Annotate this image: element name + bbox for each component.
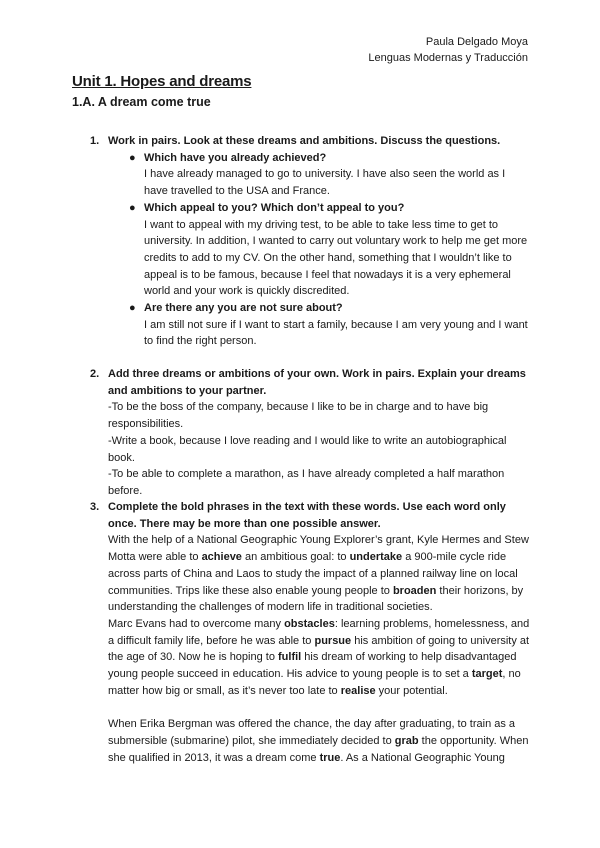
text-run: . As a National Geographic Young: [340, 751, 505, 764]
bold-word: true: [319, 751, 341, 764]
text-run: : learning problems, homelessness, and a difficult family life, before he was able to: [108, 617, 530, 647]
text-run: an ambitious goal: to: [241, 551, 350, 564]
question-1: [90, 133, 530, 350]
bold-word: realise: [340, 684, 376, 697]
bullet-icon: ●: [129, 302, 136, 315]
text-run: their horizons, by understanding the challenges of modern life in traditional societies.: [108, 584, 524, 614]
list-item: [126, 200, 530, 300]
bold-word: fulfil: [278, 651, 302, 664]
text-run: With the help of a National Geographic Young Explorer’s grant, Kyle Hermes and Stew Motta were able to: [108, 534, 529, 564]
text-paragraph: [108, 616, 530, 700]
question-number: 3.: [90, 501, 100, 513]
bold-word: undertake: [349, 551, 403, 564]
question-number: 2.: [90, 368, 100, 380]
answer-text: I want to appeal with my driving test, to be able to take less time to get to university. In addition, I wanted to carry out voluntary work to help me get more credits to add to my CV. On the other hand, something that I wouldn’t like to appeal is to be famous, because I feel that nowadays it is a very ephemeral world and your work is quickly discredited.: [144, 218, 528, 298]
bullet-icon: ●: [129, 151, 136, 164]
answer-text: I am still not sure if I want to start a family, because I am very young and I want to find the right person.: [144, 318, 528, 348]
text-run: When Erika Bergman was offered the chance, the day after graduating, to train as a submersible (submarine) pilot, she immediately decided to: [108, 718, 516, 747]
question-prompt: Add three dreams or ambitions of your own. Work in pairs. Explain your dreams and ambitions to your partner.: [108, 368, 526, 397]
answer-line: -To be the boss of the company, because I like to be in charge and to have big responsibilities.: [108, 401, 489, 431]
text-run: a 900-mile cycle ride across parts of China and Laos to study the impact of a planned railway line on local communities. Trips like these also enable young people to: [108, 551, 518, 597]
text-run: his ambition of going to university at the age of 30. Now he is hoping to: [108, 634, 530, 664]
question-prompt: Work in pairs. Look at these dreams and ambitions. Discuss the questions.: [108, 135, 501, 147]
unit-title: Unit 1. Hopes and dreams: [72, 73, 252, 90]
text-run: your potential.: [375, 684, 448, 697]
answer-line: -To be able to complete a marathon, as I have already completed a half marathon before.: [108, 468, 505, 497]
sub-question: Which have you already achieved?: [144, 151, 327, 164]
list-item: [126, 300, 530, 350]
text-run: Marc Evans had to overcome many: [108, 617, 285, 630]
question-3: [90, 499, 530, 766]
text-run: , no matter how big or small, as it’s never too late to: [108, 668, 521, 697]
list-item: [126, 150, 530, 200]
section-title: 1.A. A dream come true: [72, 95, 211, 109]
bold-word: grab: [394, 734, 419, 747]
sub-question: Are there any you are not sure about?: [144, 302, 343, 315]
bullet-list: [108, 150, 530, 350]
answer-line: -Write a book, because I love reading and I would like to write an autobiographical book.: [108, 434, 507, 464]
text-run: the opportunity. When she qualified in 2013, it was a dream come: [108, 734, 529, 764]
author-name: Paula Delgado Moya: [425, 36, 528, 48]
question-number: 1.: [90, 135, 100, 147]
text-paragraph: [108, 532, 530, 616]
bold-word: target: [471, 668, 503, 681]
text-run: his dream of working to help disadvantaged young people succeed in education. His advice to young people is to set a: [108, 651, 517, 681]
answer-text: I have already managed to go to university. I have also seen the world as I have travelled to the USA and France.: [144, 168, 506, 198]
sub-question: Which appeal to you? Which don’t appeal to you?: [144, 201, 405, 214]
bold-word: obstacles: [284, 617, 335, 630]
bold-word: broaden: [392, 584, 437, 597]
question-2: [90, 366, 530, 500]
question-prompt: Complete the bold phrases in the text with these words. Use each word only once. There may be more than one possible answer.: [108, 501, 506, 530]
bold-word: achieve: [201, 551, 242, 564]
page-header: [368, 34, 528, 66]
bold-word: pursue: [314, 634, 352, 647]
text-paragraph: [108, 716, 530, 766]
bullet-icon: ●: [129, 201, 136, 214]
paragraph-gap: [108, 699, 530, 716]
program-name: Lenguas Modernas y Traducción: [368, 52, 528, 64]
